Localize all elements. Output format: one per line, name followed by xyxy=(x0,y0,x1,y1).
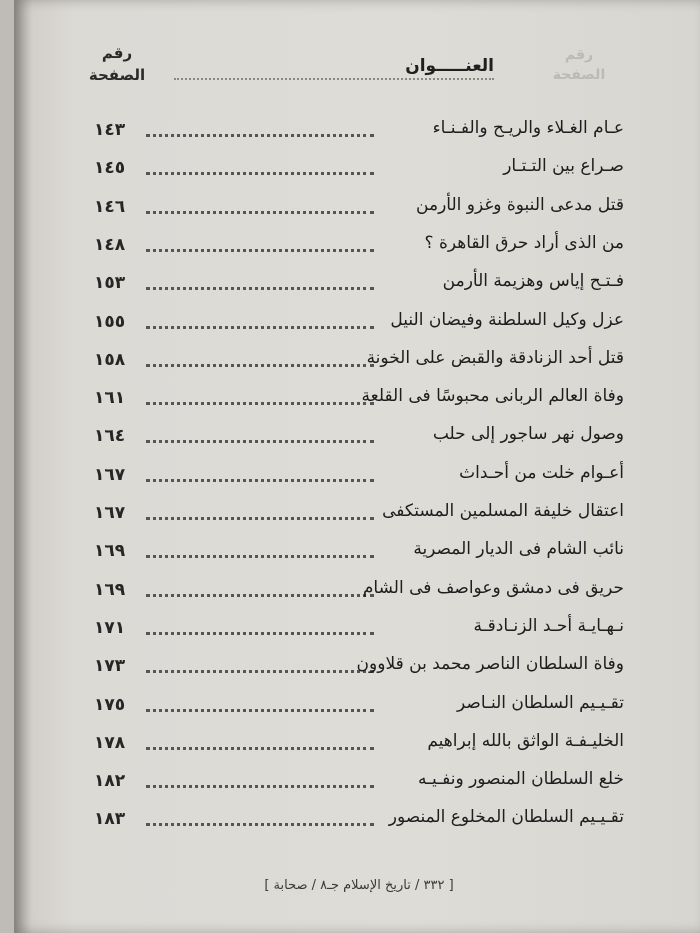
toc-title: الخليـفـة الواثق بالله إبراهيم xyxy=(427,730,624,751)
toc-page-number: ١٧٣ xyxy=(94,656,126,677)
header-rule xyxy=(174,78,494,80)
toc-title: وفاة العالم الربانى محبوسًا فى القلعة xyxy=(361,386,624,407)
toc-title: فـتـح إياس وهزيمة الأرمن xyxy=(442,271,624,292)
toc-page-number: ١٥٨ xyxy=(94,349,126,370)
toc-page-number: ١٨٣ xyxy=(94,809,126,830)
toc-title: قتل أحد الزنادقة والقبض على الخونة xyxy=(366,347,624,368)
toc-page-number: ١٧١ xyxy=(94,617,126,638)
toc-page-number: ١٨٢ xyxy=(94,771,126,792)
toc-title: أعـوام خلت من أحـداث xyxy=(459,462,624,483)
toc-row xyxy=(94,648,624,684)
toc-title: عزل وكيل السلطنة وفيضان النيل xyxy=(390,309,624,330)
toc-row xyxy=(94,189,624,225)
toc-page-number: ١٦٧ xyxy=(94,503,126,523)
toc-row xyxy=(94,763,624,799)
toc-title: حريق فى دمشق وعواصف فى الشام xyxy=(362,577,624,598)
toc-row xyxy=(94,495,624,531)
toc-page-number: ١٦٧ xyxy=(94,464,126,485)
toc-row xyxy=(94,380,624,416)
toc-row xyxy=(94,457,624,493)
toc-title: وصول نهر ساجور إلى حلب xyxy=(432,424,624,445)
toc-row xyxy=(94,342,624,378)
toc-title: نـهـايـة أحـد الزنـادقـة xyxy=(473,615,624,636)
book-page xyxy=(14,0,700,933)
toc-title: من الذى أراد حرق القاهرة ؟ xyxy=(424,232,624,253)
toc-row xyxy=(94,418,624,454)
toc-title: قتل مدعى النبوة وغزو الأرمن xyxy=(416,194,624,215)
toc-page-number: ١٤٥ xyxy=(94,158,126,179)
toc-row xyxy=(94,801,624,837)
toc-title: تقـيـيم السلطان النـاصر xyxy=(457,692,624,713)
toc-row xyxy=(94,150,624,186)
toc-row xyxy=(94,533,624,569)
toc-page-number: ١٦١ xyxy=(94,388,126,409)
toc-title: تقـيـيم السلطان المخلوع المنصور xyxy=(388,807,624,828)
toc-page-number: ١٥٣ xyxy=(94,273,126,294)
toc-row xyxy=(94,265,624,301)
toc-row xyxy=(94,610,624,646)
title-column-header: العنـــــوان xyxy=(405,56,494,76)
faded-mirror-header: رقم الصفحة xyxy=(552,47,606,83)
toc-page-number: ١٧٨ xyxy=(94,732,126,753)
toc-row xyxy=(94,227,624,263)
toc-page-number: ١٦٩ xyxy=(94,579,126,600)
page-footer: [ ٣٣٢ / تاريخ الإسلام جـ٨ / صحابة ] xyxy=(264,878,454,893)
toc-page-number: ١٤٣ xyxy=(94,120,126,140)
toc-row xyxy=(94,304,624,340)
toc-page-number: ١٤٦ xyxy=(94,196,126,217)
toc-title: صـراع بين التـتـار xyxy=(503,156,624,177)
toc-page-number: ١٦٤ xyxy=(94,426,126,447)
toc-row xyxy=(94,112,624,148)
toc-title: نائب الشام فى الديار المصرية xyxy=(413,539,624,560)
toc-row xyxy=(94,687,624,723)
toc-page-number: ١٥٥ xyxy=(94,311,126,332)
toc-title: اعتقال خليفة المسلمين المستكفى xyxy=(382,501,624,521)
toc-title: خلع السلطان المنصور ونفـيـه xyxy=(417,769,624,790)
toc-title: عـام الغـلاء والريـح والفـنـاء xyxy=(432,118,624,138)
toc-page-number: ١٦٩ xyxy=(94,541,126,562)
page-number-column-header: رقم الصفحة xyxy=(88,44,146,84)
toc-row xyxy=(94,725,624,761)
toc-page-number: ١٧٥ xyxy=(94,694,126,715)
toc-title: وفاة السلطان الناصر محمد بن قلاوون xyxy=(356,654,624,675)
toc-page-number: ١٤٨ xyxy=(94,234,126,255)
toc-row xyxy=(94,572,624,608)
